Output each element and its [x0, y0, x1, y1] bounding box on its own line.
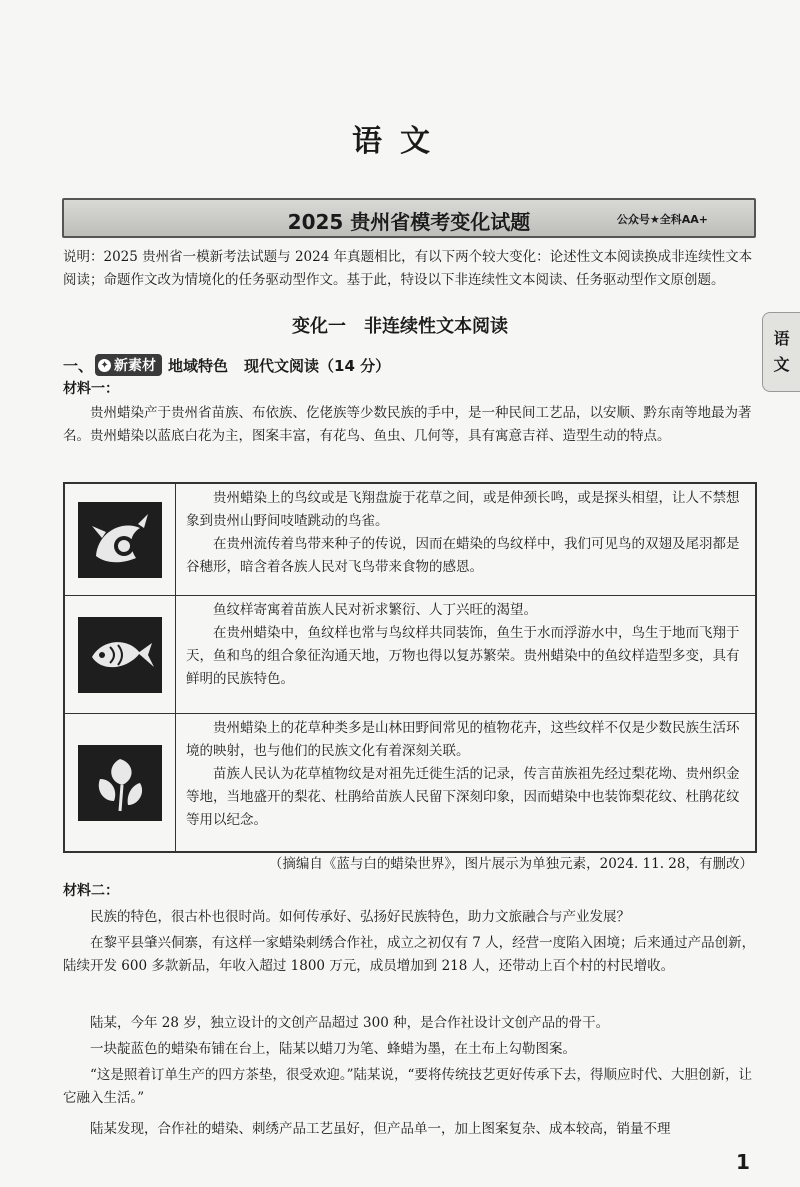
table-text-cell	[176, 596, 757, 714]
question-theme: 地域特色	[168, 356, 229, 375]
table-text-cell	[176, 483, 757, 596]
lightbulb-icon: ✦	[98, 359, 111, 372]
question-heading	[63, 354, 390, 376]
page-number: 1	[736, 1150, 750, 1174]
material2-label: 材料二：	[63, 883, 119, 899]
intro-note: 说明：2025 贵州省一模新考法试题与 2024 年真题相比，有以下两个较大变化：论述性文本阅读换成非连续性文本阅读；命题作文改为情境化的任务驱动型作文。基于此，特设以下非连续性文本阅读、任务驱动型作文原创题。	[63, 249, 753, 288]
material2-paragraph: 一块靛蓝色的蜡染布铺在台上，陆某以蜡刀为笔、蜂蜡为墨，在土布上勾勒图案。	[90, 1041, 576, 1057]
table-row	[64, 596, 756, 714]
question-number: 一、	[63, 356, 94, 375]
row-paragraph: 在贵州流传着鸟带来种子的传说，因而在蜡染的鸟纹样中，我们可见鸟的双翅及尾羽都是谷穗形，暗含着各族人民对飞鸟带来食物的感恩。	[186, 536, 740, 575]
question-type: 现代文阅读（14 分）	[244, 356, 391, 375]
badge-label: 新素材	[114, 358, 157, 374]
source-citation: （摘编自《蓝与白的蜡染世界》，图片展示为单独元素，2024. 11. 28，有删改）	[268, 856, 753, 872]
row-paragraph: 苗族人民认为花草植物纹是对祖先迁徙生活的记录，传言苗族祖先经过梨花坳、贵州织金等地，当地盛开的梨花、杜鹃给苗族人民留下深刻印象，因而蜡染中也装饰梨花纹、杜鹃花纹等用以纪念。	[186, 766, 740, 828]
row-paragraph: 在贵州蜡染中，鱼纹样也常与鸟纹样共同装饰，鱼生于水而浮游水中，鸟生于地而飞翔于天，鱼和鸟的组合象征沟通天地，万物也得以复苏繁荣。贵州蜡染中的鱼纹样造型多变，具有鲜明的民族特色。	[186, 625, 740, 687]
material2-paragraph: “这是照着订单生产的四方茶垫，很受欢迎。”陆某说，“要将传统技艺更好传承下去，得顺应时代、大胆创新，让它融入生活。”	[63, 1067, 752, 1106]
row-paragraph: 贵州蜡染上的花草种类多是山林田野间常见的植物花卉，这些纹样不仅是少数民族生活环境的映射，也与他们的民族文化有着深刻关联。	[186, 720, 740, 759]
fish-pattern-image	[78, 617, 162, 693]
page-title: 语文	[352, 124, 448, 159]
material2-paragraph: 民族的特色，很古朴也很时尚。如何传承好、弘扬好民族特色，助力文旅融合与产业发展？	[90, 909, 630, 925]
flower-pattern-image	[78, 745, 162, 821]
banner-tag: 公众号★全科AA+	[616, 213, 708, 226]
new-material-badge	[95, 354, 162, 376]
table-row	[64, 483, 756, 596]
row-paragraph: 贵州蜡染上的鸟纹或是飞翔盘旋于花草之间，或是伸颈长鸣，或是探头相望，让人不禁想象到贵州山野间吱喳跳动的鸟雀。	[186, 490, 740, 529]
table-text-cell	[176, 714, 757, 853]
material1-paragraph: 贵州蜡染产于贵州省苗族、布依族、仡佬族等少数民族的手中，是一种民间工艺品，以安顺、黔东南等地最为著名。贵州蜡染以蓝底白花为主，图案丰富，有花鸟、鱼虫、几何等，具有寓意吉祥、造型生动的特点。	[63, 405, 752, 444]
table-image-cell	[64, 483, 176, 596]
side-tab-char: 语	[773, 329, 790, 348]
bird-pattern-image	[78, 502, 162, 578]
pattern-table	[63, 482, 757, 853]
side-tab-char: 文	[773, 355, 790, 374]
section-title: 变化一 非连续性文本阅读	[292, 316, 508, 337]
table-image-cell	[64, 596, 176, 714]
material2-paragraph: 在黎平县肇兴侗寨，有这样一家蜡染刺绣合作社，成立之初仅有 7 人，经营一度陷入困境；后来通过产品创新，陆续开发 600 多款新品，年收入超过 1800 万元，成员增加到 218 人，还带动上百个村的村民增收。	[63, 935, 756, 974]
material2-paragraph: 陆某发现，合作社的蜡染、刺绣产品工艺虽好，但产品单一，加上图案复杂、成本较高，销量不理	[90, 1121, 671, 1137]
row-paragraph: 鱼纹样寄寓着苗族人民对祈求繁衍、人丁兴旺的渴望。	[213, 602, 537, 618]
material2-paragraph: 陆某，今年 28 岁，独立设计的文创产品超过 300 种，是合作社设计文创产品的骨干。	[90, 1015, 610, 1031]
table-row	[64, 714, 756, 853]
material1-label: 材料一：	[63, 381, 119, 397]
table-image-cell	[64, 714, 176, 853]
exam-banner	[62, 198, 756, 238]
banner-title: 2025 贵州省模考变化试题	[287, 210, 531, 234]
